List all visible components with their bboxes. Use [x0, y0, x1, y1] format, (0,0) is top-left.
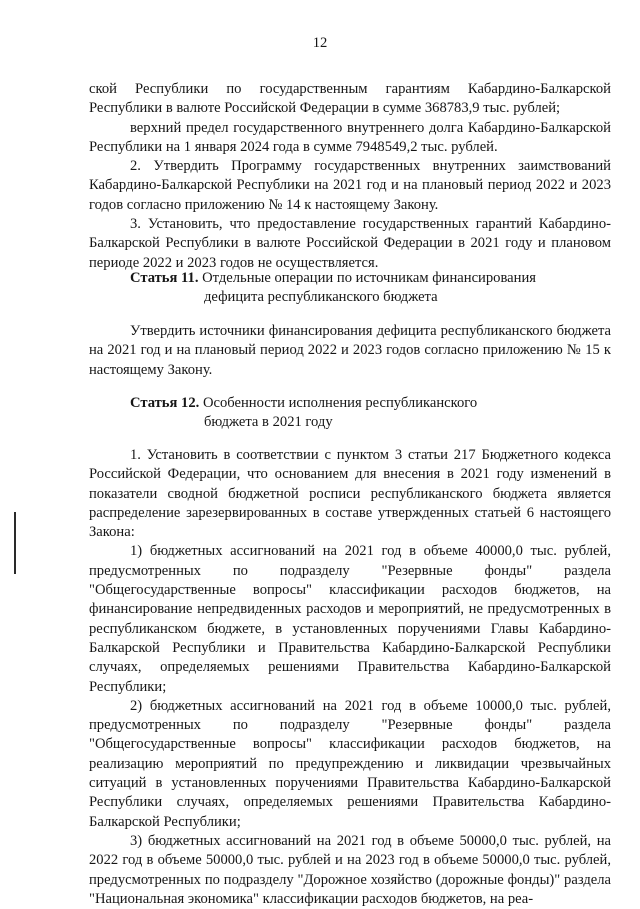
article-12-title-line-2: бюджета в 2021 году: [204, 414, 333, 431]
margin-mark: [14, 512, 16, 574]
article-11-label: Статья 11.: [130, 270, 199, 286]
article-11-title-line-1: Отдельные операции по источникам финансирования: [202, 270, 536, 286]
article-11-title-line-2: дефицита республиканского бюджета: [204, 289, 438, 306]
article-12-body: [89, 446, 611, 909]
article-12-item-3: 3) бюджетных ассигнований на 2021 год в объеме 50000,0 тыс. рублей, на 2022 год в объеме 50000,0 тыс. рублей и на 2023 год в объеме 50000,0 тыс. рублей, предусмотренных по подразделу "Дорожное хозяйство (дорожные фонды)" раздела "Национальная экономика" классификации расходов бюджетов, на реа-: [89, 832, 611, 907]
article-11-heading-line-1: [130, 269, 590, 288]
intro-paragraph-1: ской Республики по государственным гарантиям Кабардино-Балкарской Республики в валюте Российской Федерации в сумме 368783,9 тыс. рублей;: [89, 81, 611, 117]
intro-paragraph-4: 3. Установить, что предоставление государственных гарантий Кабардино-Балкарской Республики в валюте Российской Федерации в 2021 году и плановом периоде 2022 и 2023 годов не осуществляется.: [89, 216, 611, 271]
article-11-body: [89, 322, 611, 380]
article-12-item-2: 2) бюджетных ассигнований на 2021 год в объеме 10000,0 тыс. рублей, предусмотренных по подразделу "Резервные фонды" раздела "Общегосударственные вопросы" классификации расходов бюджетов, на реализацию мероприятий по предупреждению и ликвидации чрезвычайных ситуаций в установленных поручениями Правительства Кабардино-Балкарской Республики случаях, определяемых решениями Правительства Кабардино-Балкарской Республики;: [89, 697, 611, 830]
article-11-paragraph: Утвердить источники финансирования дефицита республиканского бюджета на 2021 год и на плановый период 2022 и 2023 годов согласно приложению № 15 к настоящему Закону.: [89, 323, 611, 378]
article-12-heading-line-1: [130, 394, 590, 413]
article-12-item-1: 1) бюджетных ассигнований на 2021 год в объеме 40000,0 тыс. рублей, предусмотренных по подразделу "Резервные фонды" раздела "Общегосударственные вопросы" классификации расходов бюджетов, на финансирование непредвиденных расходов и мероприятий, не предусмотренных в республиканском бюджете, в установленных поручениями Главы Кабардино-Балкарской Республики и Правительства Кабардино-Балкарской Республики случаях, определяемых решениями Правительства Кабардино-Балкарской Республики;: [89, 543, 611, 695]
article-12-heading: [130, 394, 590, 433]
article-12-paragraph-1: 1. Установить в соответствии с пунктом 3 статьи 217 Бюджетного кодекса Российской Федерации, что основанием для внесения в 2021 году изменений в показатели сводной бюджетной росписи республиканского бюджета является распределение зарезервированных в составе утвержденных статьей 6 настоящего Закона:: [89, 447, 611, 541]
intro-section: [89, 80, 611, 273]
intro-paragraph-3: 2. Утвердить Программу государственных внутренних заимствований Кабардино-Балкарской Республики на 2021 год и на плановый период 2022 и 2023 годов согласно приложению № 14 к настоящему Закону.: [89, 158, 611, 213]
article-12-label: Статья 12.: [130, 395, 200, 411]
page-number: 12: [312, 35, 328, 51]
article-11-heading: [130, 269, 590, 308]
article-12-title-line-1: Особенности исполнения республиканского: [202, 395, 478, 411]
intro-paragraph-2: верхний предел государственного внутреннего долга Кабардино-Балкарской Республики на 1 января 2024 года в сумме 7948549,2 тыс. рублей.: [89, 119, 611, 155]
